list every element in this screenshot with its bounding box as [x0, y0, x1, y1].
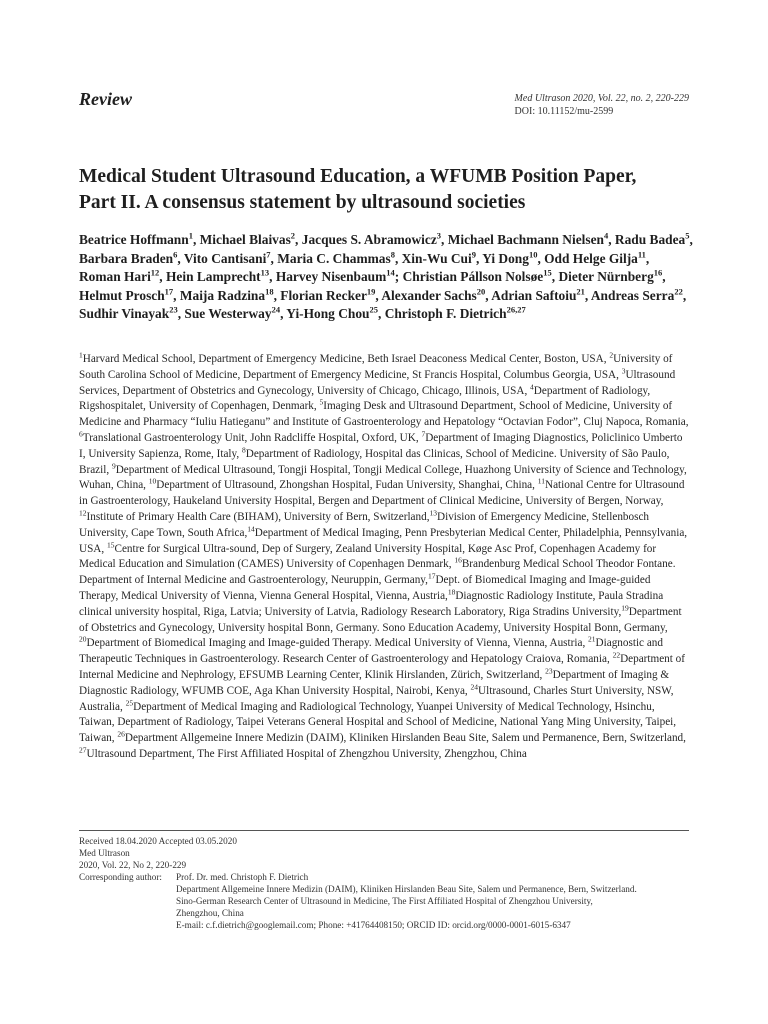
- affiliation-number: 10: [148, 476, 157, 486]
- affiliation-number: 24: [470, 682, 479, 691]
- affiliation-number: 19: [621, 603, 629, 613]
- footer-volume: 2020, Vol. 22, No 2, 220-229: [79, 860, 187, 870]
- affiliation-text: Department of Medical Imaging and Radiological Technology, Yuanpei University of Medical Technology, Hsinchu, Taiwan, Department of Radiology, Taipei Veterans General Hospital and School of Medicine, National Yang Ming University, Taipei, Taiwan,: [79, 700, 677, 745]
- author-name: Michael Bachmann Nielsen: [447, 232, 604, 247]
- author-separator: ,: [551, 269, 559, 285]
- affiliation-number: 20: [79, 634, 87, 644]
- received-accepted-dates: Received 18.04.2020 Accepted 03.05.2020: [79, 836, 237, 846]
- journal-citation: Med Ultrason 2020, Vol. 22, no. 2, 220-229: [514, 93, 689, 104]
- title-line-1: Medical Student Ultrasound Education, a WFUMB Position Paper,: [79, 166, 637, 187]
- affiliation-text: Centre for Surgical Ultra-sound, Dep of Surgery, Zealand University Hospital, Køge Asc Prof, Copenhagen Academy for Medical Education and Simulation (CAMES) University of Copenhagen Denmark,: [79, 542, 657, 571]
- author-name: Florian Recker: [280, 287, 367, 303]
- address-line-1: Department Allgemeine Innere Medizin (DAIM), Kliniken Hirslanden Beau Site, Salem und Permanence, Bern, Switzerland.: [176, 884, 637, 894]
- author-affiliation-number: 14: [386, 267, 395, 278]
- author-separator: ,: [682, 287, 687, 303]
- author-name: Barbara Braden: [79, 250, 174, 266]
- author-separator: ,: [377, 306, 385, 322]
- author-name: Christoph F. Dietrich: [384, 306, 507, 322]
- affiliation-list: [79, 352, 691, 763]
- author-separator: ,: [273, 287, 281, 303]
- affiliation-number: 18: [447, 587, 456, 597]
- affiliation-number: 25: [125, 697, 134, 707]
- author-separator: ,: [375, 287, 382, 303]
- author-separator: ,: [177, 250, 184, 266]
- author-affiliation-number: 12: [150, 267, 160, 278]
- author-affiliation-number: 16: [653, 267, 663, 278]
- affiliation-number: 5: [319, 397, 324, 407]
- author-separator: ,: [280, 306, 287, 322]
- affiliation-text: Translational Gastroenterology Unit, John Radcliffe Hospital, Oxford, UK,: [82, 431, 422, 444]
- author-name: Maria C. Chammas: [277, 250, 391, 266]
- affiliation-text: Diagnostic Radiology Institute, Paula Stradina clinical university hospital, Riga, Latvia; University of Latvia, Radiology Research Laboratory, Riga Stradins University,: [79, 589, 664, 618]
- affiliation-number: 8: [242, 445, 246, 455]
- affiliation-text: Department of Biomedical Imaging and Image-guided Therapy. Medical University of Vienna, Vienna, Austria,: [86, 637, 589, 650]
- author-separator: ,: [192, 232, 200, 247]
- author-separator: ,: [177, 306, 185, 322]
- author-name: Jacques S. Abramowicz: [301, 232, 437, 247]
- corresponding-author: [79, 871, 691, 883]
- address-line-3: Zhengzhou, China: [176, 908, 244, 918]
- author-affiliation-number: 22: [674, 286, 683, 297]
- author-name: Vito Cantisani: [183, 250, 267, 266]
- affiliation-number: 7: [421, 429, 426, 439]
- affiliation-text: Harvard Medical School, Department of Emergency Medicine, Beth Israel Deaconess Medical Center, Boston, USA,: [82, 353, 610, 365]
- affiliation-text: Department of Radiology, Hospital das Clinicas, School of Medicine. University of São Paulo, Brazil,: [79, 447, 670, 476]
- affiliation-number: 1: [79, 350, 83, 360]
- author-name: Hein Lamprecht: [166, 269, 261, 285]
- author-name: Xin-Wu Cui: [401, 250, 472, 266]
- affiliation-text: Department of Ultrasound, Zhongshan Hospital, Fudan University, Shanghai, China,: [156, 479, 538, 492]
- affiliation-text: National Centre for Ultrasound in Gastroenterology, Haukeland University Hospital, Bergen and Department of Clinical Medicine, University of Bergen, Norway,: [79, 479, 685, 508]
- affiliation-text: Ultrasound, Charles Sturt University, NSW, Australia,: [79, 684, 674, 713]
- author-name: Sudhir Vinayak: [79, 306, 170, 322]
- affiliation-number: 22: [612, 650, 621, 660]
- author-affiliation-number: 3: [436, 230, 442, 241]
- author-name: Andreas Serra: [590, 287, 675, 303]
- affiliation-number: 15: [106, 539, 115, 549]
- affiliation-text: Dept. of Biomedical Imaging and Image-guided Therapy, Medical University of Vienna, Vienna General Hospital, Vienna, Austria,: [79, 574, 651, 602]
- author-name: Yi Dong: [482, 250, 529, 266]
- author-separator: ,: [441, 232, 448, 247]
- corresponding-name: Prof. Dr. med. Christoph F. Dietrich: [176, 872, 309, 882]
- doi: DOI: 10.11152/mu-2599: [514, 106, 614, 117]
- author-separator: ,: [173, 287, 180, 303]
- author-separator: ,: [475, 250, 483, 266]
- affiliation-text: Department Allgemeine Innere Medizin (DAIM), Kliniken Hirslanden Beau Site, Salem und Permanence, Bern, Switzerland,: [124, 732, 686, 745]
- author-affiliation-number: 21: [576, 286, 585, 297]
- author-affiliation-number: 19: [366, 286, 376, 297]
- footer-journal: Med Ultrason: [79, 848, 130, 858]
- author-separator: ,: [269, 269, 276, 285]
- affiliation-number: 9: [111, 460, 116, 470]
- affiliation-text: Department of Imaging Diagnostics, Policlinico Umberto I, University Sapienza, Rome, Italy,: [79, 431, 683, 460]
- author-name: Sue Westerway: [184, 306, 272, 322]
- affiliation-number: 23: [545, 666, 553, 676]
- paper-title: [79, 164, 699, 216]
- affiliation-text: Department of Obstetrics and Gynecology, University hospital Bonn, Germany. Sono Education Academy, University Hospital Bonn, Germany,: [79, 605, 682, 634]
- author-affiliation-number: 15: [543, 267, 552, 278]
- author-affiliation-number: 26,27: [506, 304, 526, 315]
- author-affiliation-number: 5: [685, 230, 690, 241]
- author-affiliation-number: 8: [390, 249, 395, 260]
- affiliation-text: Department of Medical Imaging, Penn Presbyterian Medical Center, Philadelphia, Pennsylvania, USA,: [79, 526, 688, 555]
- footer-divider: [79, 830, 689, 831]
- affiliation-number: 11: [537, 476, 545, 486]
- author-affiliation-number: 23: [169, 304, 178, 315]
- author-separator: ,: [689, 232, 693, 247]
- journal-reference: [515, 92, 689, 118]
- author-affiliation-number: 1: [188, 230, 193, 241]
- affiliation-number: 13: [429, 508, 438, 518]
- author-affiliation-number: 11: [637, 249, 646, 260]
- author-name: Helmut Prosch: [79, 287, 165, 303]
- author-name: Odd Helge Gilja: [544, 250, 638, 266]
- address-line-2: Sino-German Research Center of Ultrasound in Medicine, The First Affiliated Hospital of Zhengzhou University,: [176, 896, 593, 906]
- author-name: Harvey Nisenbaum: [275, 269, 387, 285]
- author-name: Roman Hari: [79, 269, 151, 285]
- affiliation-number: 12: [79, 508, 87, 518]
- affiliation-text: Department of Radiology, Rigshospitalet, University of Copenhagen, Denmark,: [79, 384, 651, 413]
- affiliation-number: 16: [454, 555, 462, 565]
- affiliation-text: Imaging Desk and Ultrasound Department, School of Medicine, University of Medicine and Pharmacy “Iuliu Hatieganu” and Institute of Gastroenterology and Hepatology “Octavian Fodor”, Cluj Napoca, Romania,: [79, 400, 689, 429]
- author-separator: ,: [584, 287, 591, 303]
- corresponding-label: Corresponding author:: [79, 872, 162, 882]
- author-separator: ,: [537, 250, 545, 266]
- affiliation-number: 27: [79, 745, 87, 755]
- author-name: Christian Pállson Nolsøe: [402, 269, 544, 285]
- affiliation-text: Department of Medical Ultrasound, Tongji Hospital, Tongji Medical College, Huazhong University of Science and Technology, Wuhan, China,: [79, 463, 687, 492]
- author-name: Alexander Sachs: [381, 287, 477, 303]
- author-affiliation-number: 10: [528, 249, 538, 260]
- affiliation-text: Institute of Primary Health Care (BIHAM), University of Bern, Switzerland,: [86, 510, 430, 523]
- affiliation-text: Ultrasound Department, The First Affiliated Hospital of Zhengzhou University, Zhengzhou, China: [86, 747, 527, 760]
- affiliation-text: Diagnostic and Therapeutic Techniques in Gastroenterology. Research Center of Gastroenterology and Hepatology Craiova, Romania,: [79, 637, 663, 666]
- author-name: Michael Blaivas: [199, 232, 291, 247]
- author-affiliation-number: 9: [471, 249, 476, 260]
- author-separator: ,: [295, 232, 302, 247]
- author-separator: ,: [394, 250, 402, 266]
- affiliation-number: 17: [427, 571, 436, 581]
- author-affiliation-number: 13: [260, 267, 270, 278]
- author-affiliation-number: 6: [173, 249, 178, 260]
- affiliation-text: Department of Imaging & Diagnostic Radiology, WFUMB COE, Aga Khan University Hospital, Nairobi, Kenya,: [79, 668, 670, 697]
- contact-line: E-mail: c.f.dietrich@googlemail.com; Phone: +41764408150; ORCID ID: orcid.org/0000-0001-6015-6347: [176, 920, 571, 930]
- author-separator: ,: [485, 287, 492, 303]
- author-name: Yi-Hong Chou: [286, 306, 370, 322]
- author-separator: ,: [270, 250, 278, 266]
- affiliation-number: 6: [79, 429, 83, 439]
- author-separator: ,: [159, 269, 166, 285]
- author-affiliation-number: 17: [164, 286, 174, 297]
- affiliation-number: 26: [117, 729, 125, 739]
- affiliation-number: 14: [247, 524, 255, 534]
- author-name: Adrian Saftoiu: [491, 287, 577, 303]
- affiliation-text: University of South Carolina School of Medicine, Department of Emergency Medicine, St Francis Hospital, Columbus Georgia, USA,: [79, 353, 673, 381]
- author-name: Maija Radzina: [179, 287, 266, 303]
- author-affiliation-number: 25: [369, 304, 378, 315]
- author-list: [79, 231, 694, 324]
- section-label: Review: [79, 89, 132, 109]
- author-affiliation-number: 2: [290, 230, 296, 241]
- author-affiliation-number: 7: [266, 249, 271, 260]
- author-separator: ,: [608, 232, 615, 247]
- author-affiliation-number: 20: [476, 286, 486, 297]
- affiliation-number: 21: [588, 634, 596, 644]
- affiliation-text: Brandenburg Medical School Theodor Fontane. Department of Internal Medicine and Gastroenterology, Neuruppin, Germany,: [79, 558, 676, 587]
- affiliation-text: Department of Internal Medicine and Nephrology, EFSUMB Learning Center, Klinik Hirslanden, Zürich, Switzerland,: [79, 653, 685, 681]
- author-affiliation-number: 18: [265, 286, 274, 297]
- author-separator: ,: [662, 269, 666, 285]
- author-separator: ;: [394, 269, 403, 285]
- affiliation-number: 3: [621, 366, 626, 376]
- affiliation-text: Ultrasound Services, Department of Obstetrics and Gynecology, University of Chicago, Chicago, Illinois, USA,: [79, 368, 676, 397]
- title-line-2: Part II. A consensus statement by ultrasound societies: [79, 192, 526, 213]
- author-affiliation-number: 4: [603, 230, 609, 241]
- article-footer: [79, 835, 691, 931]
- author-separator: ,: [645, 250, 650, 266]
- author-name: Radu Badea: [614, 232, 686, 247]
- author-name: Dieter Nürnberg: [558, 269, 654, 285]
- affiliation-number: 2: [609, 350, 614, 360]
- affiliation-text: Division of Emergency Medicine, Stellenbosch University, Cape Town, South Africa,: [79, 510, 650, 539]
- author-affiliation-number: 24: [271, 304, 281, 315]
- author-name: Beatrice Hoffmann: [79, 232, 189, 247]
- affiliation-number: 4: [530, 381, 534, 391]
